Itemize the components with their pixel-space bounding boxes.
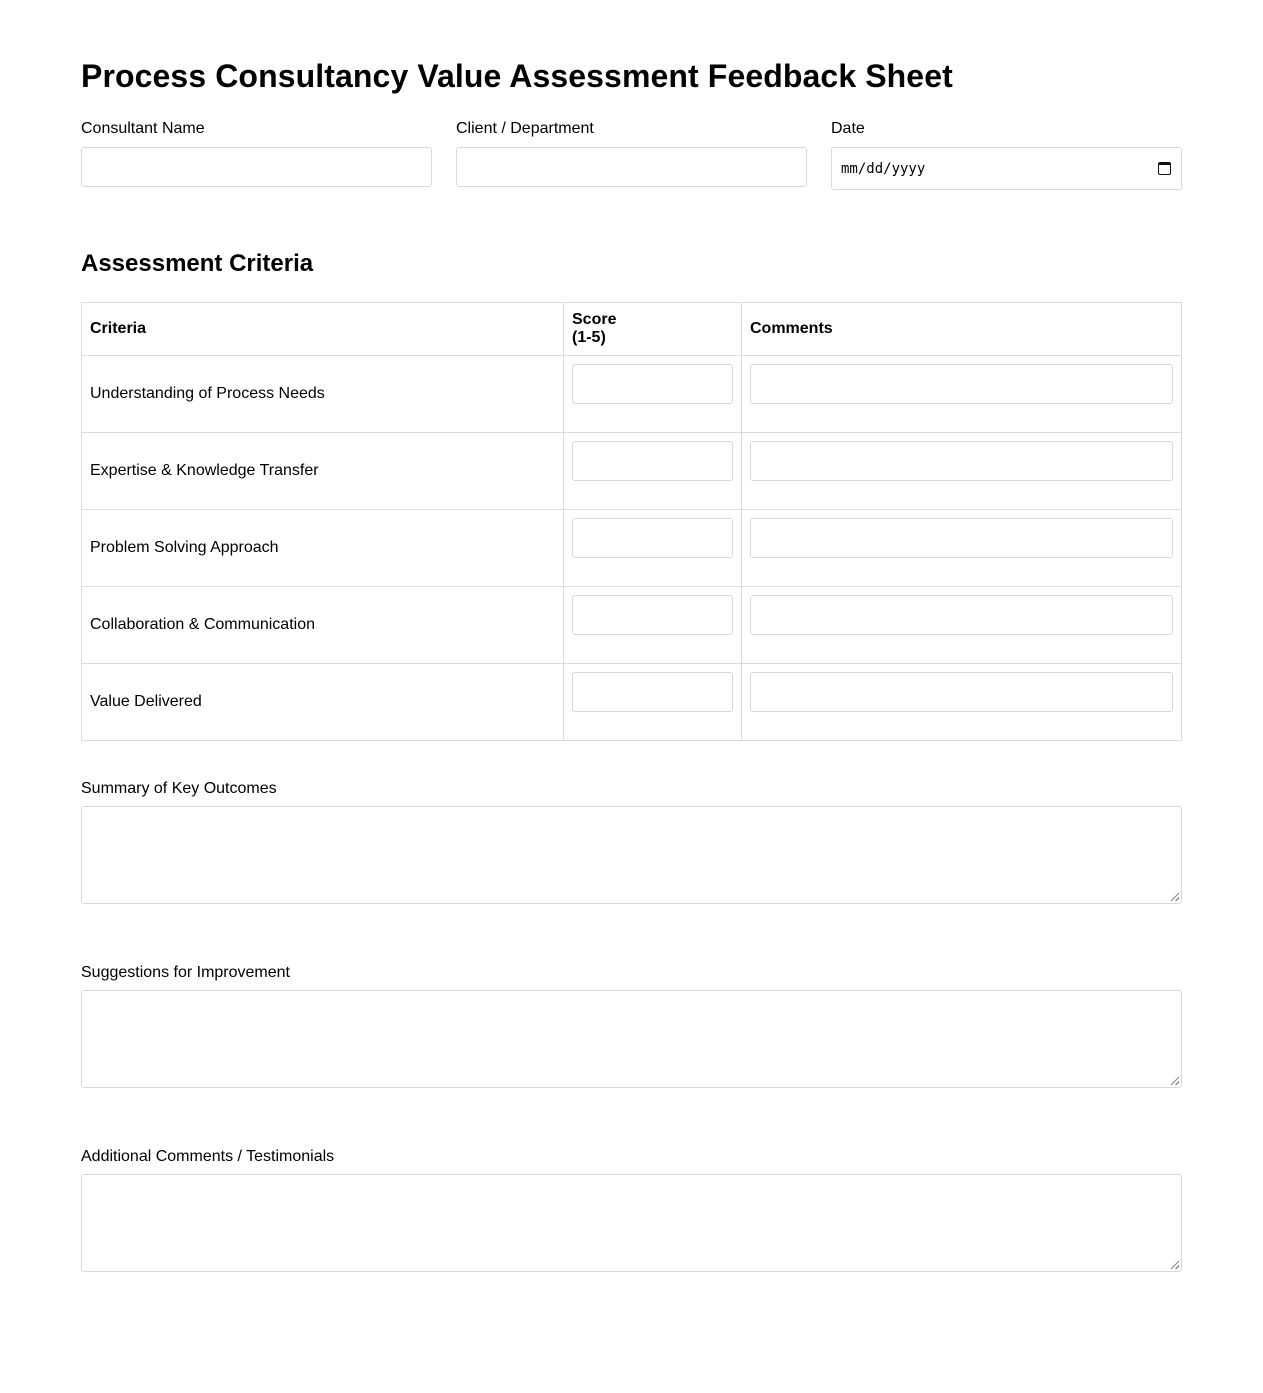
comments-input[interactable] bbox=[750, 518, 1173, 558]
summary-field-group bbox=[81, 779, 1182, 799]
summary-label: Summary of Key Outcomes bbox=[81, 780, 277, 797]
consultant-name-label: Consultant Name bbox=[81, 120, 205, 137]
comments-cell bbox=[742, 664, 1182, 741]
assessment-heading: Assessment Criteria bbox=[81, 250, 314, 277]
criteria-cell: Understanding of Process Needs bbox=[82, 356, 564, 433]
score-cell bbox=[564, 587, 742, 664]
date-label: Date bbox=[831, 120, 865, 137]
score-cell bbox=[564, 433, 742, 510]
comments-cell bbox=[742, 510, 1182, 587]
calendar-icon[interactable] bbox=[1158, 162, 1171, 175]
suggestions-label: Suggestions for Improvement bbox=[81, 964, 290, 981]
score-header-line2: (1-5) bbox=[572, 329, 606, 346]
score-input[interactable] bbox=[572, 441, 733, 481]
score-input[interactable] bbox=[572, 518, 733, 558]
table-row bbox=[82, 433, 1182, 510]
comments-input[interactable] bbox=[750, 441, 1173, 481]
client-department-label: Client / Department bbox=[456, 120, 594, 137]
resize-grip-icon[interactable] bbox=[1171, 893, 1179, 901]
score-cell bbox=[564, 356, 742, 433]
suggestions-field-group bbox=[81, 963, 1182, 983]
summary-textarea[interactable] bbox=[81, 806, 1182, 904]
criteria-cell: Collaboration & Communication bbox=[82, 587, 564, 664]
score-input[interactable] bbox=[572, 595, 733, 635]
consultant-name-input[interactable] bbox=[81, 147, 432, 187]
resize-grip-icon[interactable] bbox=[1171, 1261, 1179, 1269]
score-cell bbox=[564, 664, 742, 741]
comments-input[interactable] bbox=[750, 595, 1173, 635]
client-department-field-group bbox=[456, 119, 807, 139]
date-field-group bbox=[831, 119, 1182, 177]
header-fields bbox=[81, 119, 1182, 191]
criteria-column-header: Criteria bbox=[82, 303, 564, 356]
comments-column-header: Comments bbox=[742, 303, 1182, 356]
table-row bbox=[82, 510, 1182, 587]
criteria-cell: Problem Solving Approach bbox=[82, 510, 564, 587]
criteria-cell: Expertise & Knowledge Transfer bbox=[82, 433, 564, 510]
additional-comments-label: Additional Comments / Testimonials bbox=[81, 1148, 335, 1165]
comments-cell bbox=[742, 356, 1182, 433]
score-cell bbox=[564, 510, 742, 587]
table-row bbox=[82, 587, 1182, 664]
table-row bbox=[82, 664, 1182, 741]
assessment-table bbox=[81, 302, 1182, 741]
score-input[interactable] bbox=[572, 672, 733, 712]
table-row bbox=[82, 356, 1182, 433]
additional-comments-textarea[interactable] bbox=[81, 1174, 1182, 1272]
comments-cell bbox=[742, 433, 1182, 510]
date-input[interactable] bbox=[831, 147, 1182, 190]
comments-input[interactable] bbox=[750, 364, 1173, 404]
comments-input[interactable] bbox=[750, 672, 1173, 712]
page-title: Process Consultancy Value Assessment Feedback Sheet bbox=[81, 58, 953, 94]
additional-comments-field-group bbox=[81, 1147, 1182, 1167]
date-placeholder: mm/dd/yyyy bbox=[841, 160, 926, 177]
table-header-row bbox=[82, 303, 1182, 356]
consultant-name-field-group bbox=[81, 119, 432, 139]
score-input[interactable] bbox=[572, 364, 733, 404]
criteria-cell: Value Delivered bbox=[82, 664, 564, 741]
score-header-line1: Score bbox=[572, 311, 617, 328]
resize-grip-icon[interactable] bbox=[1171, 1077, 1179, 1085]
suggestions-textarea[interactable] bbox=[81, 990, 1182, 1088]
score-column-header bbox=[564, 303, 742, 356]
comments-cell bbox=[742, 587, 1182, 664]
client-department-input[interactable] bbox=[456, 147, 807, 187]
